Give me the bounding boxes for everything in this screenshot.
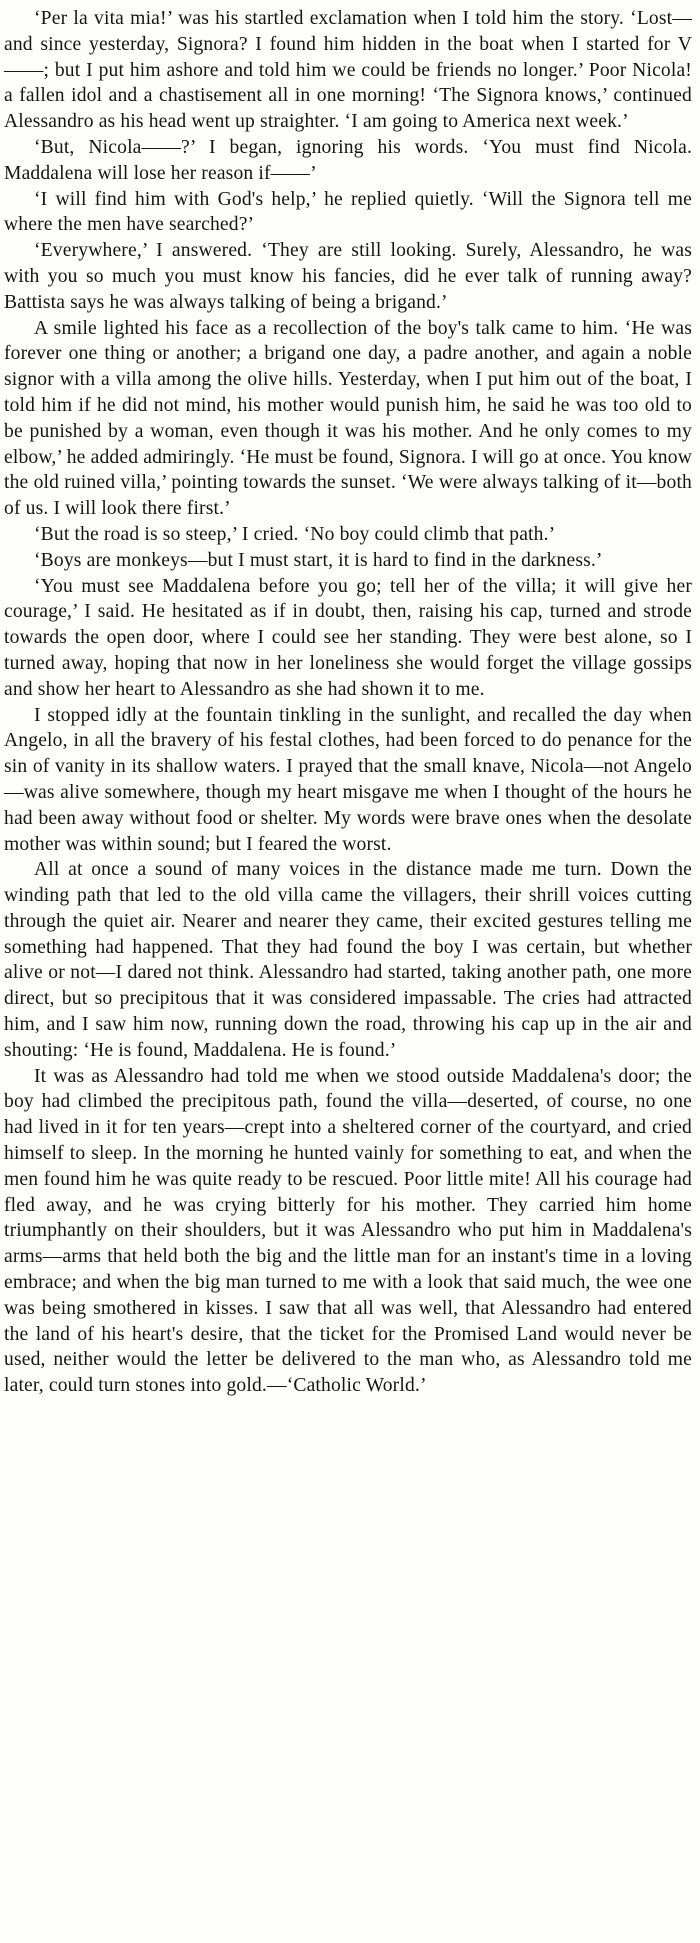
paragraph-9: I stopped idly at the fountain tinkling in the sunlight, and recalled the day when Angelo, in all the bravery of his festal clothes, had been forced to do penance for the sin of vanity in its shallow waters. I prayed that the small knave, Nicola—not Angelo—was alive somewhere, though my heart misgave me when I thought of the hours he had been away without food or shelter. My words were brave ones when the desolate mother was within sound; but I feared the worst.	[4, 704, 692, 855]
paragraph-8: ‘You must see Maddalena before you go; tell her of the villa; it will give her courage,’ I said. He hesitated as if in doubt, then, raising his cap, turned and strode towards the open door, where I could see her standing. They were best alone, so I turned away, hoping that now in her loneliness she would forget the village gossips and show her heart to Alessandro as she had shown it to me.	[4, 575, 692, 700]
paragraph-6: ‘But the road is so steep,’ I cried. ‘No boy could climb that path.’	[34, 523, 556, 545]
paragraph-3: ‘I will find him with God's help,’ he replied quietly. ‘Will the Signora tell me where the men have searched?’	[4, 188, 692, 236]
paragraph-5: A smile lighted his face as a recollection of the boy's talk came to him. ‘He was forever one thing or another; a brigand one day, a padre another, and again a noble signor with a villa among the olive hills. Yesterday, when I put him out of the boat, I told him if he did not mind, his mother would punish him, he said he was too old to be punished by a woman, even though it was his mother. And he only comes to my elbow,’ he added admiringly. ‘He must be found, Signora. I will go at once. You know the old ruined villa,’ pointing towards the sunset. ‘We were always talking of it—both of us. I will look there first.’	[4, 317, 692, 520]
paragraph-2: ‘But, Nicola——?’ I began, ignoring his words. ‘You must find Nicola. Maddalena will lose her reason if——’	[4, 136, 692, 184]
paragraph-1: ‘Per la vita mia!’ was his startled exclamation when I told him the story. ‘Lost—and since yesterday, Signora? I found him hidden in the boat when I started for V——; but I put him ashore and told him we could be friends no longer.’ Poor Nicola! a fallen idol and a chastisement all in one morning! ‘The Signora knows,’ continued Alessandro as his head went up straighter. ‘I am going to America next week.’	[4, 8, 692, 133]
paragraph-7: ‘Boys are monkeys—but I must start, it is hard to find in the darkness.’	[34, 549, 603, 571]
paragraph-10: All at once a sound of many voices in the distance made me turn. Down the winding path that led to the old villa came the villagers, their shrill voices cutting through the quiet air. Nearer and nearer they came, their excited gestures telling me something had happened. That they had found the boy I was certain, but whether alive or not—I dared not think. Alessandro had started, taking another path, one more direct, but so precipitous that it was considered impassable. The cries had attracted him, and I saw him now, running down the road, throwing his cap up in the air and shouting: ‘He is found, Maddalena. He is found.’	[4, 859, 692, 1061]
paragraph-11: It was as Alessandro had told me when we stood outside Maddalena's door; the boy had climbed the precipitous path, found the villa—deserted, of course, no one had lived in it for ten years—crept into a sheltered corner of the courtyard, and cried himself to sleep. In the morning he hunted vainly for something to eat, and when the men found him he was quite ready to be rescued. Poor little mite! All his courage had fled away, and he was crying bitterly for his mother. They carried him home triumphantly on their shoulders, but it was Alessandro who put him in Maddalena's arms—arms that held both the big and the little man for an instant's time in a loving embrace; and when the big man turned to me with a look that said much, the wee one was being smothered in kisses. I saw that all was well, that Alessandro had entered the land of his heart's desire, that the ticket for the Promised Land would never be used, neither would the letter be delivered to the man who, as Alessandro told me later, could turn stones into gold.—‘Catholic World.’	[4, 1065, 692, 1397]
paragraph-4: ‘Everywhere,’ I answered. ‘They are still looking. Surely, Alessandro, he was with you so much you must know his fancies, did he ever talk of running away? Battista says he was always talking of being a brigand.’	[4, 240, 692, 313]
